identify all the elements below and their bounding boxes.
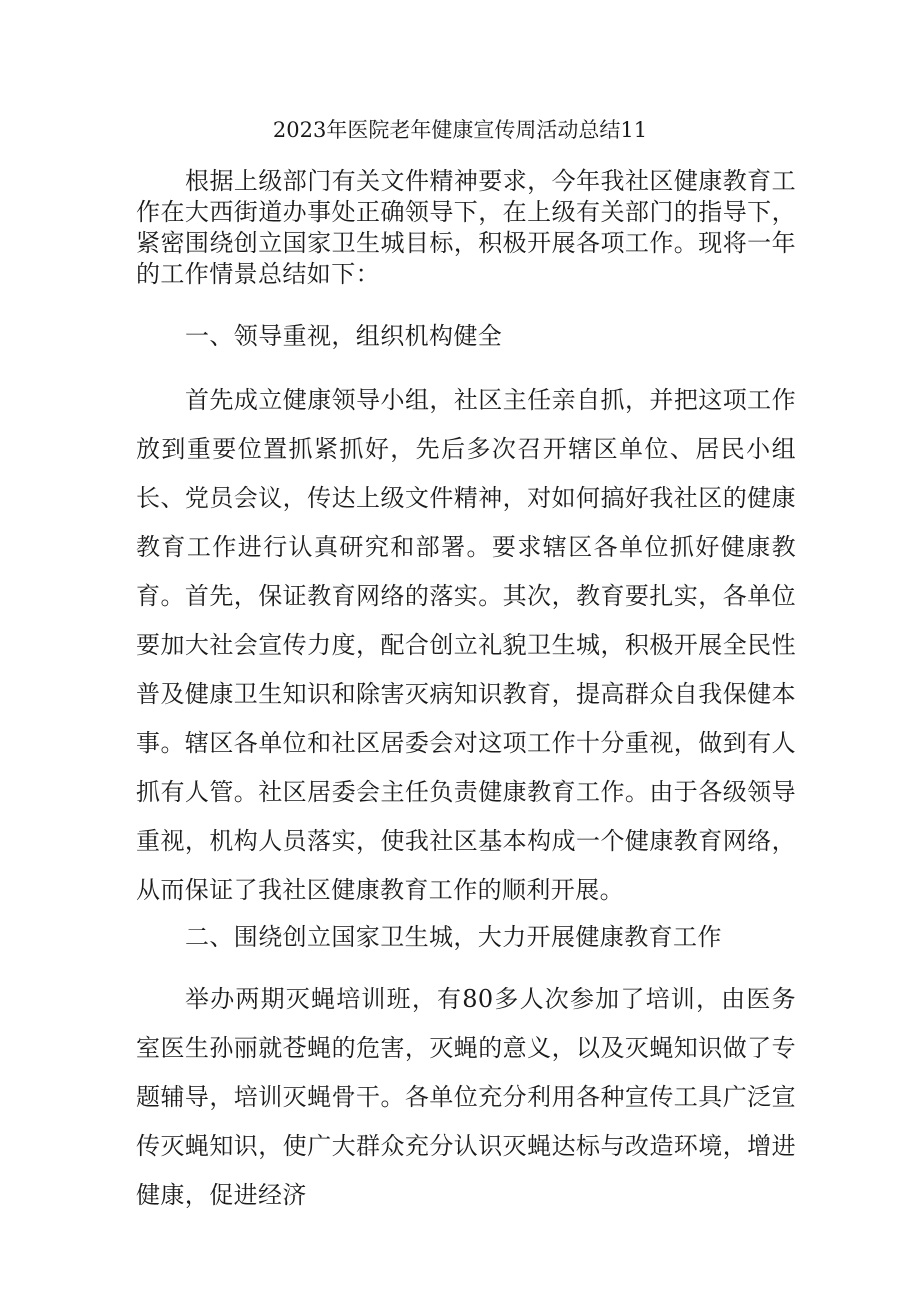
section-1-heading-text: 一、领导重视，组织机构健全 — [185, 322, 503, 350]
section-2-body-text: 举办两期灭蝇培训班，有80多人次参加了培训，由医务室医生孙丽就苍蝇的危害，灭蝇的意义，以及灭蝇知识做了专题辅导，培训灭蝇骨干。各单位充分利用各种宣传工具广泛宣传灭蝇知识，使广大群众充分认识灭蝇达标与改造环境，增进健康，促进经济 — [136, 985, 796, 1209]
intro-text: 根据上级部门有关文件精神要求，今年我社区健康教育工作在大西街道办事处正确领导下，在上级有关部门的指导下，紧密围绕创立国家卫生城目标，积极开展各项工作。现将一年的工作情景总结如下： — [136, 167, 796, 288]
section-2-heading — [136, 922, 796, 953]
section-2-paragraph — [136, 975, 796, 1220]
document-title: 2023年医院老年健康宣传周活动总结11 — [272, 118, 648, 142]
section-2-heading-text: 二、围绕创立国家卫生城，大力开展健康教育工作 — [185, 923, 722, 951]
section-1-body-text: 首先成立健康领导小组，社区主任亲自抓，并把这项工作放到重要位置抓紧抓好，先后多次召开辖区单位、居民小组长、党员会议，传达上级文件精神，对如何搞好我社区的健康教育工作进行认真研究和部署。要求辖区各单位抓好健康教育。首先，保证教育网络的落实。其次，教育要扎实，各单位要加大社会宣传力度，配合创立礼貌卫生城，积极开展全民性普及健康卫生知识和除害灭病知识教育，提高群众自我保健本事。辖区各单位和社区居委会对这项工作十分重视，做到有人抓有人管。社区居委会主任负责健康教育工作。由于各级领导重视，机构人员落实，使我社区基本构成一个健康教育网络，从而保证了我社区健康教育工作的顺利开展。 — [136, 386, 796, 904]
section-1-paragraph — [136, 376, 796, 915]
section-1-heading — [136, 321, 796, 352]
intro-paragraph — [136, 166, 796, 290]
